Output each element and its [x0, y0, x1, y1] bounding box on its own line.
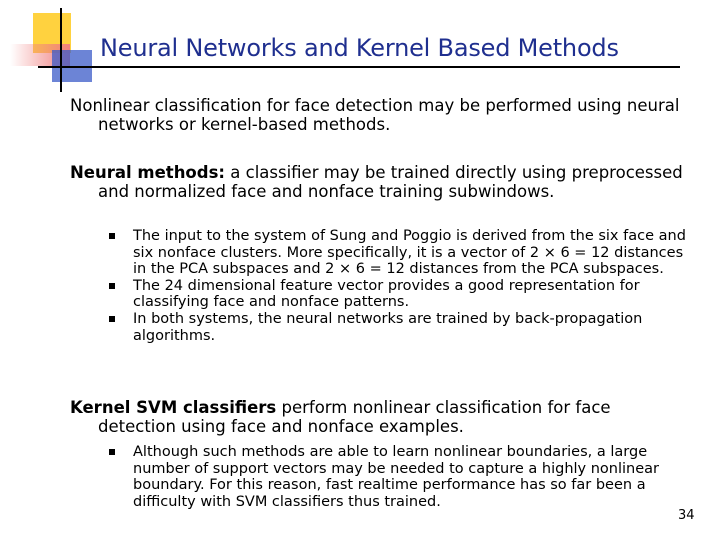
kernel-svm-text — [70, 398, 690, 436]
kernel-svm-list — [133, 438, 693, 510]
paragraph-neural-methods — [70, 163, 690, 201]
list-item — [133, 228, 693, 278]
list-item-text: The input to the system of Sung and Poggio is derived from the six face and six nonface clusters. More specifically, it is a vector of 2 × 6 = 12 distances in the PCA subspaces and 2 × 6 = 12 distances from the PCA subspaces. — [133, 228, 686, 278]
square-bullet-icon — [109, 316, 115, 322]
neural-methods-rest: a classifier may be trained directly using preprocessed and normalized face and nonface training subwindows. — [98, 163, 683, 201]
neural-methods-text — [70, 163, 690, 201]
intro-text: Nonlinear classification for face detection may be performed using neural networks or kernel-based methods. — [70, 96, 680, 134]
kernel-svm-lead: Kernel SVM classifiers — [70, 398, 277, 417]
title-underline — [38, 66, 680, 68]
neural-methods-lead: Neural methods: — [70, 163, 226, 182]
list-item-text: Although such methods are able to learn nonlinear boundaries, a large number of support vectors may be needed to capture a highly nonlinear boundary. For this reason, fast realtime performance has so far been a difficulty with SVM classifiers thus trained. — [133, 444, 659, 510]
list-item — [133, 278, 693, 311]
square-bullet-icon — [109, 283, 115, 289]
paragraph-kernel-svm — [70, 398, 690, 436]
square-bullet-icon — [109, 233, 115, 239]
page-number: 34 — [678, 508, 695, 523]
slide-title: Neural Networks and Kernel Based Methods — [100, 34, 619, 62]
list-item-text: In both systems, the neural networks are trained by back-propagation algorithms. — [133, 310, 643, 344]
kernel-svm-rest: perform nonlinear classification for face detection using face and nonface examples. — [98, 398, 611, 436]
neural-methods-list — [133, 222, 693, 344]
list-item — [133, 311, 693, 344]
paragraph-intro — [70, 96, 690, 134]
square-bullet-icon — [109, 449, 115, 455]
decor-vertical-line — [60, 8, 62, 92]
list-item — [133, 444, 693, 510]
list-item-text: The 24 dimensional feature vector provides a good representation for classifying face and nonface patterns. — [133, 277, 640, 311]
